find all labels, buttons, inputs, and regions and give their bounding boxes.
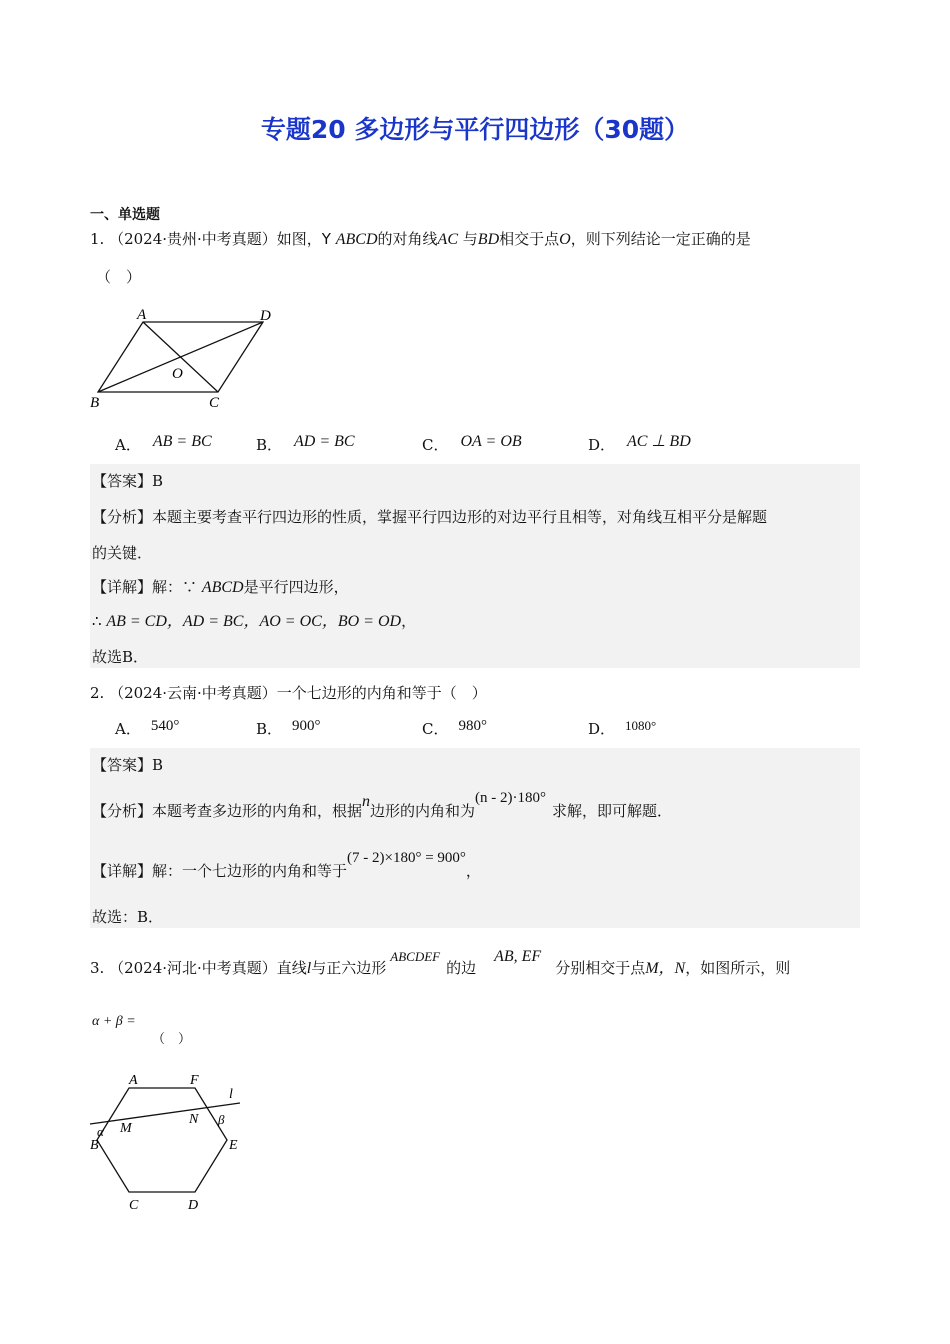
label-o: O [172, 366, 183, 382]
label-e: E [229, 1138, 238, 1153]
label-a: A [137, 307, 147, 323]
q2-option-b[interactable] [256, 718, 321, 739]
q3-l: l [306, 960, 312, 977]
parallelogram-figure [85, 300, 285, 415]
label-alpha: α [97, 1124, 104, 1139]
q1-stem-d: 相交于点 [499, 230, 560, 248]
question-2-stem: 2. （2024·云南·中考真题）一个七边形的内角和等于（ ） [90, 684, 487, 702]
q3-stem-c: 的边 [446, 959, 477, 977]
q2-option-c[interactable] [422, 718, 487, 739]
q1-analysis-line2: 的关键． [92, 544, 153, 562]
q1-stem-b: 的对角线 [377, 230, 438, 248]
page-title: 专题20 多边形与平行四边形（30题） [260, 115, 690, 144]
q2-answer: 【答案】B [92, 756, 164, 774]
q1-paren: （ ） [96, 268, 142, 286]
detail-formula: (7 - 2)×180° = 900° [347, 850, 466, 866]
analysis-n: n [362, 793, 371, 810]
q2-answer-box [90, 748, 860, 928]
analysis-b: 边形的内角和为 [370, 802, 476, 820]
detail-is: 是平行四边形， [243, 578, 349, 596]
detail-abcd: ABCD [201, 579, 244, 596]
q1-option-b[interactable] [256, 434, 355, 455]
option-expr: 1080° [625, 718, 657, 733]
label-m: M [120, 1121, 132, 1136]
q1-option-a[interactable] [115, 434, 212, 455]
q1-option-d[interactable] [588, 434, 691, 455]
detail-conclusion-end: ， [401, 612, 417, 630]
q1-ac: AC [437, 231, 458, 248]
label-d: D [188, 1198, 199, 1213]
q1-stem-a: 1. （2024·贵州·中考真题）如图， [90, 230, 322, 248]
q3-stem-e: ，如图所示，则 [685, 959, 791, 977]
option-expr: OA = OB [460, 433, 522, 450]
analysis-c: 求解，即可解题． [552, 802, 673, 820]
q1-answer-box [90, 464, 860, 668]
option-letter: B． [256, 436, 283, 454]
therefore-symbol: ∴ [92, 612, 102, 630]
label-c: C [129, 1198, 139, 1213]
option-expr: AD = BC [294, 433, 355, 450]
hexagon-outline [97, 1088, 227, 1192]
question-1-stem [90, 228, 751, 249]
q2-option-d[interactable] [588, 718, 656, 739]
label-c: C [209, 395, 220, 411]
analysis-a: 【分析】本题考查多边形的内角和，根据 [92, 802, 363, 820]
label-b: B [90, 395, 100, 411]
q3-hex: ABCDEF [390, 949, 441, 964]
label-d: D [260, 308, 271, 324]
label-n: N [189, 1112, 199, 1127]
question-3-stem [90, 948, 791, 978]
section-heading: 一、单选题 [90, 207, 160, 223]
label-b: B [90, 1138, 99, 1153]
q2-choose: 故选：B． [92, 908, 164, 926]
label-l: l [229, 1087, 233, 1102]
q1-stem-c: 与 [462, 230, 478, 248]
label-beta: β [218, 1112, 225, 1127]
label-a: A [129, 1073, 138, 1088]
analysis-formula: (n - 2)·180° [475, 790, 547, 806]
detail-a: 【详解】解：一个七边形的内角和等于 [92, 862, 348, 880]
q1-option-c[interactable] [422, 434, 522, 455]
option-expr: AB = BC [152, 433, 212, 450]
detail-conclusion: AB = CD，AD = BC，AO = OC，BO = OD [106, 613, 402, 630]
q1-choose: 故选B． [92, 648, 149, 666]
q1-bd: BD [477, 231, 500, 248]
q1-abcd: ABCD [335, 231, 378, 248]
q2-option-a[interactable] [115, 718, 179, 739]
q1-detail-line1 [92, 576, 349, 597]
detail-end: ， [465, 862, 481, 880]
option-expr: 900° [292, 718, 321, 734]
q3-stem-b: 与正六边形 [311, 959, 387, 977]
q3-paren: （ ） [152, 1032, 192, 1047]
option-expr: AC ⊥ BD [627, 433, 691, 450]
label-f: F [190, 1073, 199, 1088]
option-letter: B． [256, 720, 283, 738]
hexagon-figure [85, 1068, 255, 1216]
q3-stem-d: 分别相交于点 [555, 959, 646, 977]
q3-mn: M，N [645, 960, 686, 977]
q1-detail-line2 [92, 608, 416, 631]
option-expr: 540° [150, 718, 180, 734]
q1-stem-e: ，则下列结论一定正确的是 [570, 230, 751, 248]
q3-edges: AB, EF [494, 948, 542, 965]
option-letter: C． [422, 720, 449, 738]
q3-stem-a: 3. （2024·河北·中考真题）直线 [90, 959, 307, 977]
because-symbol: ∵ [182, 578, 198, 596]
q2-analysis [92, 790, 673, 821]
q1-answer: 【答案】B [92, 472, 164, 490]
option-letter: A． [115, 436, 141, 454]
option-letter: A． [115, 720, 141, 738]
hexagon-lines [90, 1088, 240, 1192]
q3-expression: α + β = [92, 1014, 136, 1029]
q1-analysis-line1: 【分析】本题主要考查平行四边形的性质，掌握平行四边形的对边平行且相等，对角线互相平分是解题 [92, 508, 768, 526]
option-letter: D． [588, 720, 616, 738]
parallelogram-symbol: Y [321, 230, 331, 248]
q1-o: O [559, 231, 571, 248]
q2-detail [92, 850, 481, 881]
option-letter: C． [422, 436, 449, 454]
option-letter: D． [588, 436, 616, 454]
detail-label: 【详解】解： [92, 578, 183, 596]
option-expr: 980° [458, 718, 487, 734]
